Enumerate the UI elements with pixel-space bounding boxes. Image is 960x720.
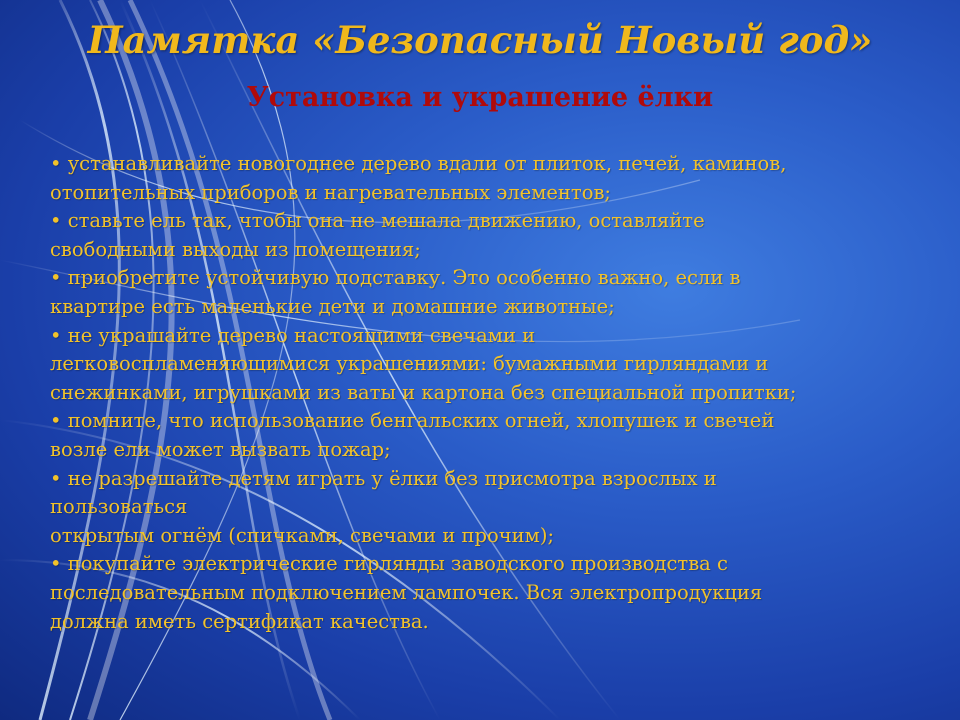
text-line: должна иметь сертификат качества. bbox=[50, 609, 429, 633]
text-line: снежинками, игрушками из ваты и картона без специальной пропитки; bbox=[50, 380, 797, 404]
text-line: • покупайте электрические гирлянды заводского производства с bbox=[50, 552, 728, 576]
text-line: квартире есть маленькие дети и домашние животные; bbox=[50, 294, 615, 318]
text-line: • устанавливайте новогоднее дерево вдали от плиток, печей, каминов, bbox=[50, 152, 787, 175]
page-title: Памятка «Безопасный Новый год» bbox=[87, 18, 873, 62]
text-line: • не украшайте дерево настоящими свечами и bbox=[50, 323, 536, 347]
section-subtitle: Установка и украшение ёлки bbox=[246, 82, 714, 113]
text-line: свободными выходы из помещения; bbox=[50, 237, 421, 261]
text-line: • не разрешайте детям играть у ёлки без присмотра взрослых и bbox=[50, 466, 717, 490]
text-line: легковоспламеняющимися украшениями: бумажными гирляндами и bbox=[50, 352, 769, 376]
text-line: отопительных приборов и нагревательных элементов; bbox=[50, 180, 611, 204]
text-line: пользоваться bbox=[50, 495, 188, 519]
text-line: открытым огнём (спичками, свечами и прочим); bbox=[50, 523, 555, 547]
text-line: • ставьте ель так, чтобы она не мешала движению, оставляйте bbox=[50, 209, 705, 233]
text-line: последовательным подключением лампочек. Вся электропродукция bbox=[50, 580, 763, 604]
text-line: возле ели может вызвать пожар; bbox=[50, 437, 391, 461]
text-line: • приобретите устойчивую подставку. Это особенно важно, если в bbox=[50, 266, 741, 290]
safety-tips-list bbox=[50, 150, 920, 636]
text-line: • помните, что использование бенгальских огней, хлопушек и свечей bbox=[50, 409, 775, 433]
